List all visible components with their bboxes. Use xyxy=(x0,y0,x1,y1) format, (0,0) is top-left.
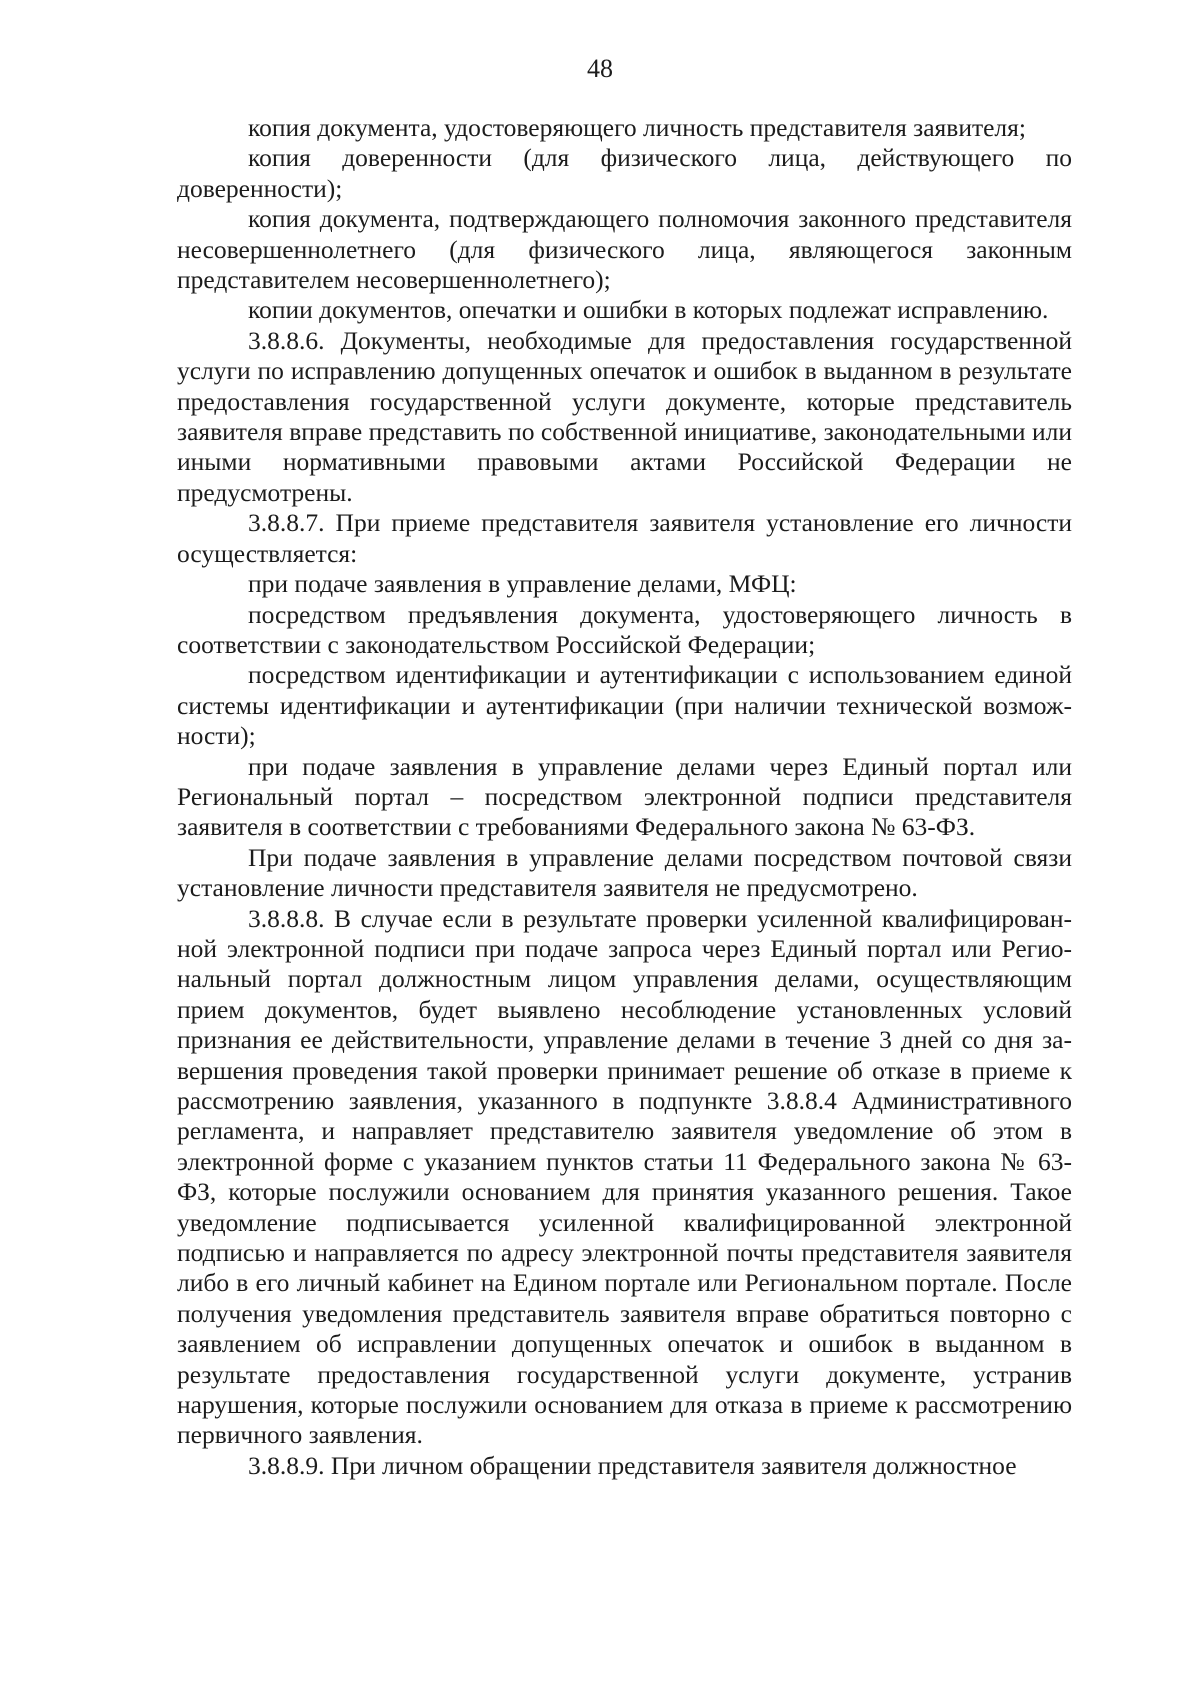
paragraph: посредством предъявления документа, удостоверяющего личность в соответствии с законодательством Российской Федерации; xyxy=(177,599,1072,659)
paragraph: посредством идентификации и аутентификации с использованием единой системы идентификации и аутентификации (при наличии технической возможности); xyxy=(177,660,1072,751)
paragraph: при подаче заявления в управление делами через Единый портал или Региональный портал – посредством электронной подписи представителя заявителя в соответствии с требованиями Федерального закона № 63-ФЗ. xyxy=(177,751,1072,842)
paragraph: 3.8.8.8. В случае если в результате проверки усиленной квалифицированной электронной подписи при подаче запроса через Единый портал или Региональный портал должностным лицом управления делами, осуществляющим прием документов, будет выявлено несоблюдение установленных условий признания ее действительности, управление делами в течение 3 дней со дня завершения проведения такой проверки принимает решение об отказе в приеме к рассмотрению заявления, указанного в подпункте 3.8.8.4 Административного регламента, и направляет представителю заявителя уведомление об этом в электронной форме с указанием пунктов статьи 11 Федерального закона № 63-ФЗ, которые послужили основанием для принятия указанного решения. Такое уведомление подписывается усиленной квалифицированной электронной подписью и направляется по адресу электронной почты представителя заявителя либо в его личный кабинет на Едином портале или Региональном портале. После получения уведомления представитель заявителя вправе обратиться повторно с заявлением об исправлении допущенных опечаток и ошибок в выданном в результате предоставления государственной услуги документе, устранив нарушения, которые послужили основанием для отказа в приеме к рассмотрению первичного заявления. xyxy=(177,903,1072,1450)
paragraph: копии документов, опечатки и ошибки в которых подлежат исправлению. xyxy=(248,295,1049,325)
page-number: 48 xyxy=(587,54,613,83)
paragraph: 3.8.8.9. При личном обращении представителя заявителя должностное xyxy=(248,1450,1017,1480)
document-body xyxy=(177,113,1072,1481)
paragraph: копия документа, подтверждающего полномочия законного представителя несовершеннолетнего (для физического лица, являющегося законным представителем несовершеннолетнего); xyxy=(177,204,1072,295)
paragraph: 3.8.8.7. При приеме представителя заявителя установление его личности осуществляется: xyxy=(177,508,1072,568)
paragraph: 3.8.8.6. Документы, необходимые для предоставления государственной услуги по исправлению допущенных опечаток и ошибок в выданном в результате предоставления государственной услуги документе, которые представитель заявителя вправе представить по собственной инициативе, законодательными или иными нормативными правовыми актами Российской Федерации не предусмотрены. xyxy=(177,325,1072,507)
paragraph: при подаче заявления в управление делами, МФЦ: xyxy=(248,569,797,599)
paragraph: копия доверенности (для физического лица, действующего по доверенности); xyxy=(177,143,1072,203)
paragraph: При подаче заявления в управление делами посредством почтовой связи установление личности представителя заявителя не предусмотрено. xyxy=(177,842,1072,903)
paragraph: копия документа, удостоверяющего личность представителя заявителя; xyxy=(248,113,1026,142)
